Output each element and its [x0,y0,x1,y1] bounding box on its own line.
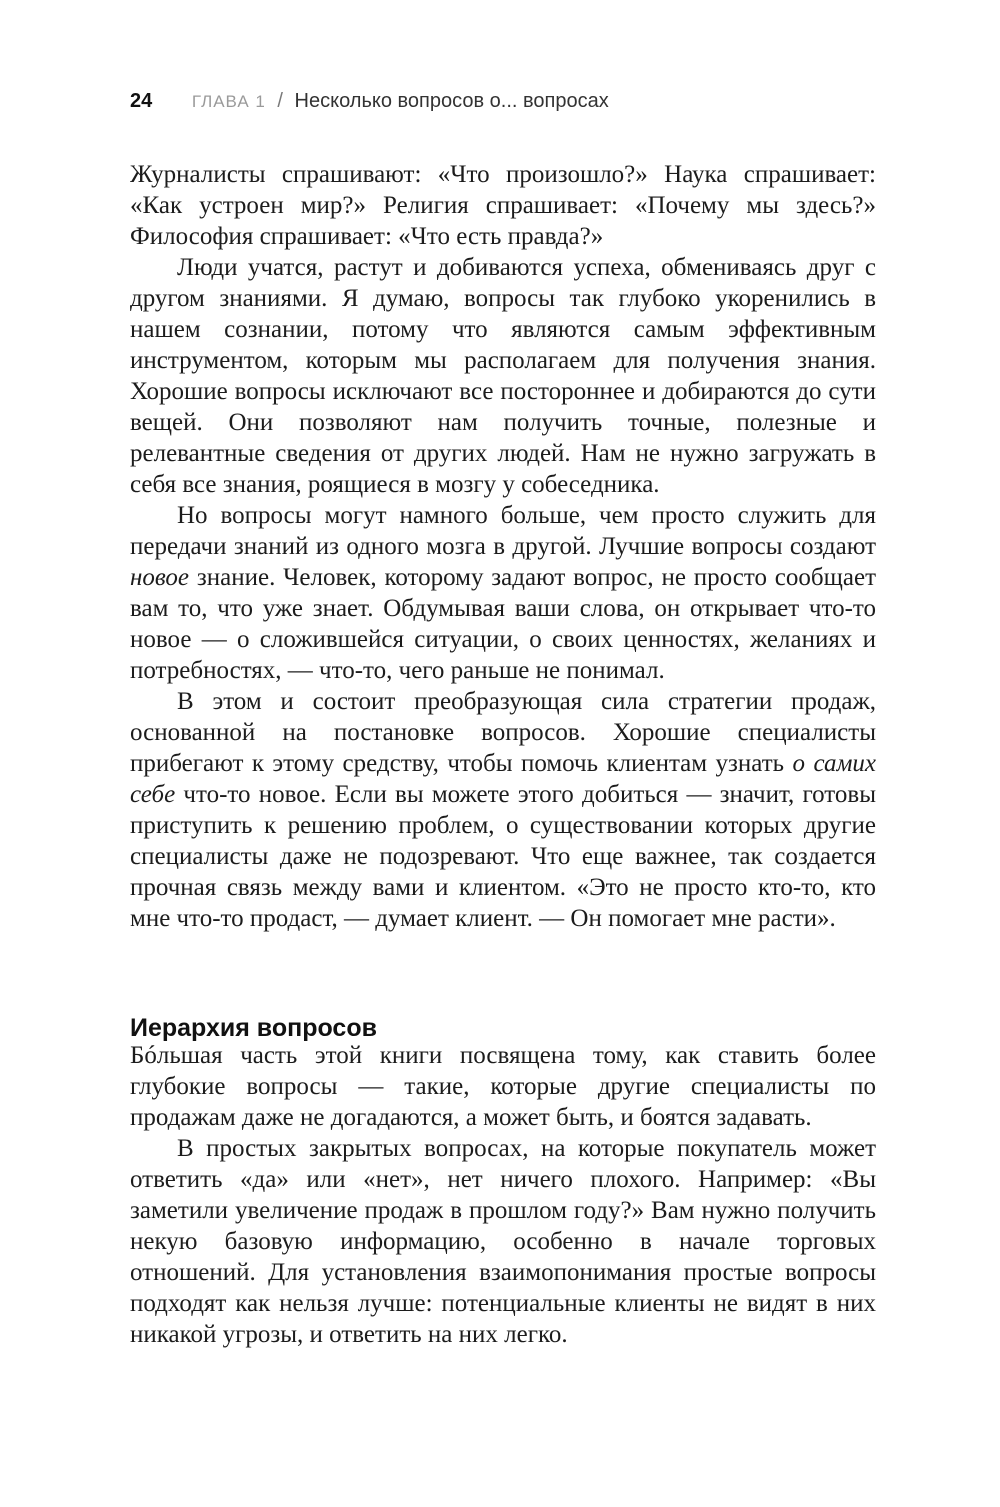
page-number: 24 [130,90,153,112]
paragraph: Бóльшая часть этой книги посвящена тому, как ставить более глубокие вопросы — такие, которые другие специалисты по продажам даже не догадаются, а может быть, и боятся задавать. [130,1042,876,1131]
paragraph: Журналисты спрашивают: «Что произошло?» Наука спрашивает: «Как устроен мир?» Религия спрашивает: «Почему мы здесь?» Философия спрашивает: «Что есть правда?» [130,161,876,250]
emphasis: о самих себе [130,750,877,808]
paragraph: В этом и состоит преобразующая сила стратегии продаж, основанной на постановке вопросов. Хорошие специалисты прибегают к этому средству, чтобы помочь клиентам узнать о самих себе что-то новое. Если вы можете этого добиться — значит, готовы приступить к решению проблем, о существовании которых другие специалисты даже не подозревают. Что еще важнее, так создается прочная связь между вами и клиентом. «Это не просто кто-то, кто мне что-то продаст, — думает клиент. — Он помогает мне расти». [130,688,877,932]
header-separator: / [277,90,283,112]
section-heading: Иерархия вопросов [130,1013,377,1042]
paragraph: В простых закрытых вопросах, на которые покупатель может ответить «да» или «нет», нет ничего плохого. Например: «Вы заметили увеличение продаж в прошлом году?» Вам нужно получить некую базовую информацию, особенно в начале торговых отношений. Для установления взаимопонимания простые вопросы подходят как нельзя лучше: потенциальные клиенты не видят в них никакой угрозы, и ответить на них легко. [130,1135,876,1348]
paragraph: Но вопросы могут намного больше, чем просто служить для передачи знаний из одного мозга в другой. Лучшие вопросы создают новое знание. Человек, которому задают вопрос, не просто сообщает вам то, что уже знает. Обдумывая ваши слова, он открывает что-то новое — о сложившейся ситуации, о своих ценностях, желаниях и потребностях, — что-то, чего раньше не понимал. [130,502,876,684]
emphasis: новое [130,564,190,591]
chapter-label: ГЛАВА 1 [191,92,266,111]
running-header [130,86,890,116]
body-text-block-2 [130,1040,876,1350]
paragraph: Люди учатся, растут и добиваются успеха, обмениваясь друг с другом знаниями. Я думаю, вопросы так глубоко укоренились в нашем сознании, потому что являются самым эффективным инструментом, которым мы располагаем для получения знания. Хорошие вопросы исключают все постороннее и добираются до сути вещей. Они позволяют нам получить точные, полезные и релевантные сведения от других людей. Нам не нужно загружать в себя все знания, роящиеся в мозгу у собеседника. [130,254,876,498]
chapter-title: Несколько вопросов о... вопросах [294,90,609,112]
body-text-block-1 [130,159,876,934]
